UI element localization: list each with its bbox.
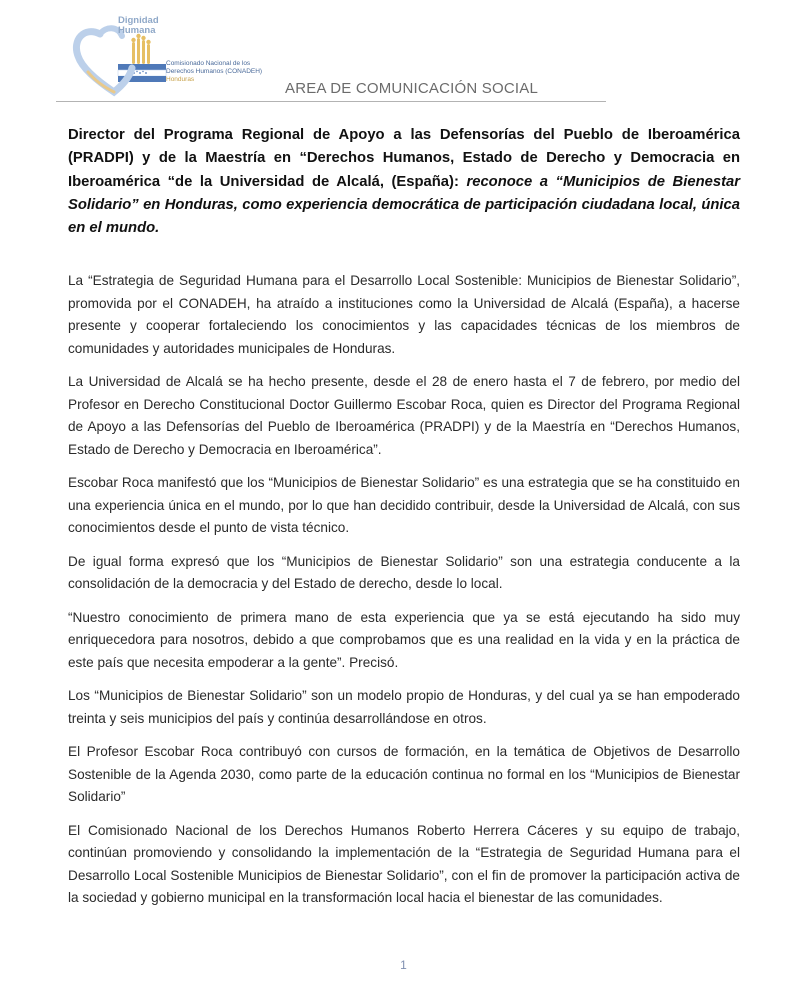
logo-brand-text — [118, 16, 159, 36]
headline — [68, 124, 740, 240]
logo-organization-text — [166, 60, 276, 84]
body-paragraph-5: “Nuestro conocimiento de primera mano de esta experiencia que ya se está ejecutando ha sido muy enriquecedora para nosotros, debido a que comprobamos que es una realidad en la vida y en la práctica de este país que necesita empoderar a la gente”. Precisó. — [68, 609, 740, 670]
header-divider — [56, 101, 606, 102]
body-paragraph-7: El Profesor Escobar Roca contribuyó con cursos de formación, en la temática de Objetivos de Desarrollo Sostenible de la Agenda 2030, como parte de la educación continua no formal en los “Municipios de Bienestar Solidario” — [68, 744, 740, 805]
header-title: AREA DE COMUNICACIÓN SOCIAL — [285, 80, 538, 97]
headline-bold: Director del Programa Regional de Apoyo a las Defensorías del Pueblo de Iberoamérica (PRADPI) y de la Maestría en “Derechos Humanos, Estado de Derecho y Democracia en Iberoamérica “de la Universidad de Alcalá, (España): — [68, 127, 740, 190]
logo-brand-line1: Dignidad — [118, 15, 159, 26]
headline-italic: reconoce a “Municipios de Bienestar Solidario” en Honduras, como experiencia democrática de participación ciudadana local, única en el mundo. — [68, 173, 740, 237]
body-paragraph-8: El Comisionado Nacional de los Derechos Humanos Roberto Herrera Cáceres y su equipo de trabajo, continúan promoviendo y consolidando la implementación de la “Estrategia de Seguridad Humana para el Desarrollo Local Sostenible Municipios de Bienestar Solidario”, con el fin de promover la participación activa de la sociedad y gobierno municipal en la transformación local hacia el bienestar de las comunidades. — [68, 822, 740, 906]
logo-org-line1: Comisionado Nacional de los — [166, 60, 251, 67]
body-paragraph-4: De igual forma expresó que los “Municipios de Bienestar Solidario” son una estrategia conducente a la consolidación de la democracia y del Estado de derecho, desde lo local. — [68, 553, 740, 592]
body-paragraph-3: Escobar Roca manifestó que los “Municipios de Bienestar Solidario” es una estrategia que se ha constituido en una experiencia única en el mundo, por lo que han decidido contribuir, desde la Universidad de Alcalá, con sus conocimientos desde el punto de vista técnico. — [68, 475, 740, 536]
body-paragraph-2: La Universidad de Alcalá se ha hecho presente, desde el 28 de enero hasta el 7 de febrero, por medio del Profesor en Derecho Constitucional Doctor Guillermo Escobar Roca, quien es Director del Programa Regional de Apoyo a las Defensorías del Pueblo de Iberoamérica (PRADPI) y de la Maestría en “Derechos Humanos, Estado de Derecho y Democracia en Iberoamérica”. — [68, 374, 740, 457]
document-header — [56, 8, 606, 102]
conadeh-logo — [70, 12, 280, 100]
body-paragraph-1: La “Estrategia de Seguridad Humana para el Desarrollo Local Sostenible: Municipios de Bienestar Solidario”, promovida por el CONADEH, ha atraído a instituciones como la Universidad de Alcalá (España), a hacerse presente y cooperar fortaleciendo los conocimientos y las capacidades técnicas de los miembros de comunidades y autoridades municipales de Honduras. — [68, 273, 740, 356]
body-paragraph-6: Los “Municipios de Bienestar Solidario” son un modelo propio de Honduras, y del cual ya se han empoderado treinta y seis municipios del país y continúa desarrollándose en otros. — [68, 688, 740, 726]
logo-country: Honduras — [166, 76, 195, 83]
document-body — [68, 124, 740, 910]
page-number: 1 — [400, 958, 407, 972]
logo-org-line2: Derechos Humanos (CONADEH) — [166, 68, 263, 75]
logo-brand-line2: Humana — [118, 25, 156, 36]
